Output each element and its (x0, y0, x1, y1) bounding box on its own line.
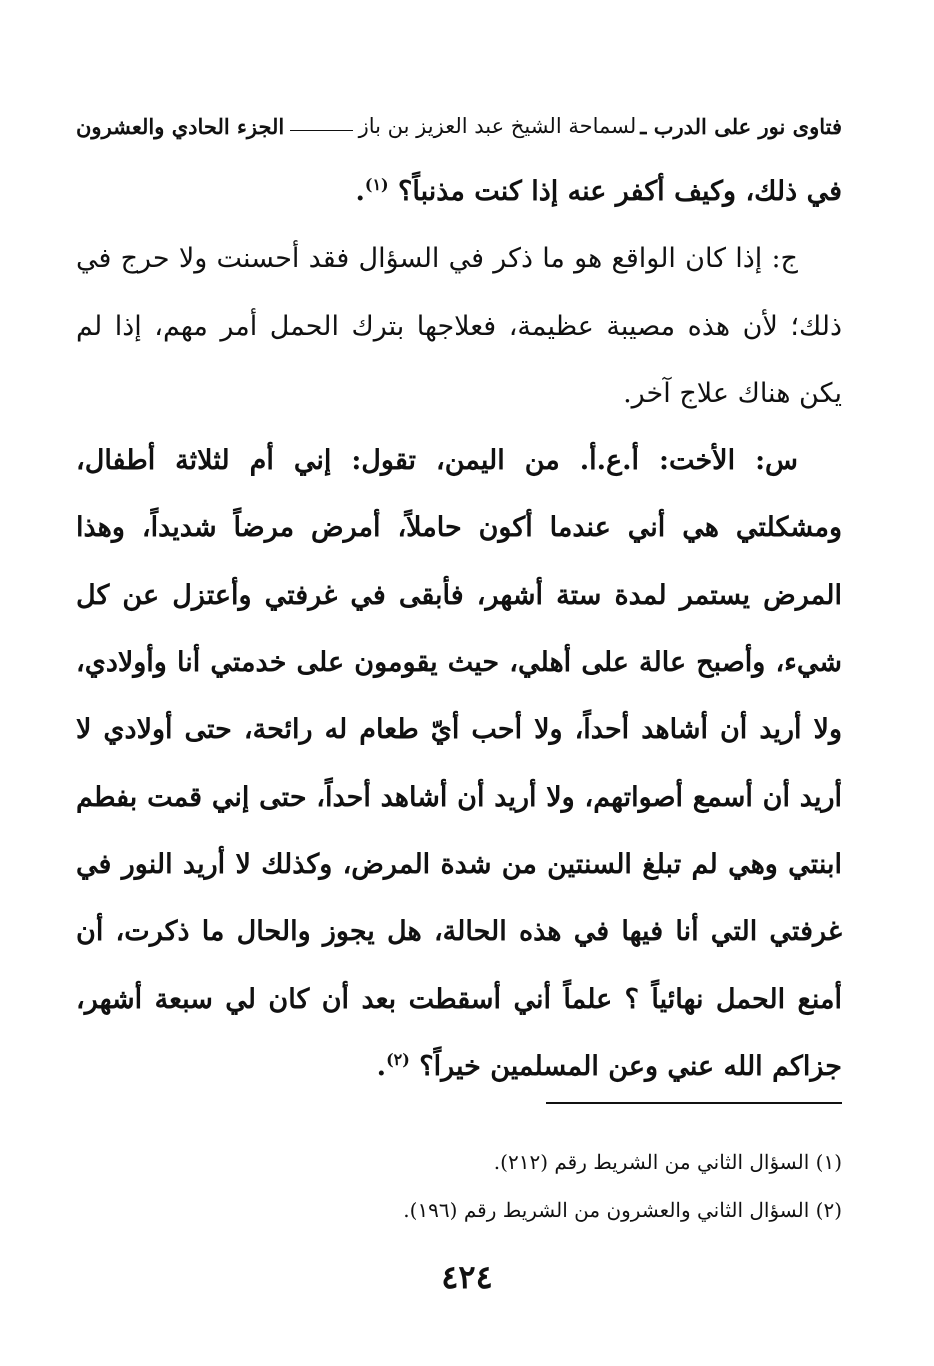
paragraph-question-end (76, 158, 842, 225)
footnote-ref: (١) (364, 175, 389, 194)
main-text (76, 158, 842, 1100)
paragraph-text: في ذلك، وكيف أكفر عنه إذا كنت مذنباً؟ (398, 176, 842, 207)
paragraph-answer (76, 225, 842, 427)
footnotes (300, 1138, 842, 1234)
footnote-separator (546, 1102, 842, 1104)
paragraph-end: . (355, 176, 365, 207)
header-volume: الجزء الحادي والعشرون (76, 113, 285, 139)
paragraph-end: . (376, 1050, 387, 1082)
page-number: ٤٢٤ (441, 1258, 493, 1296)
header-book-title: فتاوى نور على الدرب ـ (640, 113, 842, 139)
header-rule (290, 130, 352, 131)
footnote-item: (٢) السؤال الثاني والعشرون من الشريط رقم (١٩٦). (403, 1198, 842, 1222)
footnote-ref: (٢) (386, 1049, 410, 1069)
running-header (76, 106, 842, 146)
paragraph-question (76, 427, 842, 1100)
paragraph-text: س: الأخت: أ.ع.أ. من اليمن، تقول: إني أم لثلاثة أطفال، ومشكلتي هي أني عندما أكون حاملاً، أمرض مرضاً شديداً، وهذا المرض يستمر لمدة ستة أشهر، فأبقى في غرفتي وأعتزل عن كل شيء، وأصبح عالة على أهلي، حيث يقومون على خدمتي أنا وأولادي، ولا أريد أن أشاهد أحداً، ولا أحب أيّ طعام له رائحة، حتى أولادي لا أريد أن أسمع أصواتهم، ولا أريد أن أشاهد أحداً، حتى إني قمت بفطم ابنتي وهي لم تبلغ السنتين من شدة المرض، وكذلك لا أريد النور في غرفتي التي أنا فيها في هذه الحالة، هل يجوز والحال ما ذكرت، أن أمنع الحمل نهائياً ؟ علماً أني أسقطت بعد أن كان لي سبعة أشهر، جزاكم الله عني وعن المسلمين خيراً؟ (76, 445, 842, 1082)
footnote-item: (١) السؤال الثاني من الشريط رقم (٢١٢). (493, 1150, 842, 1174)
paragraph-text: ج: إذا كان الواقع هو ما ذكر في السؤال فقد أحسنت ولا حرج في ذلك؛ لأن هذه مصيبة عظيمة، فعلاجها بترك الحمل أمر مهم، إذا لم يكن هناك علاج آخر. (76, 243, 842, 409)
header-author: لسماحة الشيخ عبد العزيز بن باز (358, 114, 637, 138)
